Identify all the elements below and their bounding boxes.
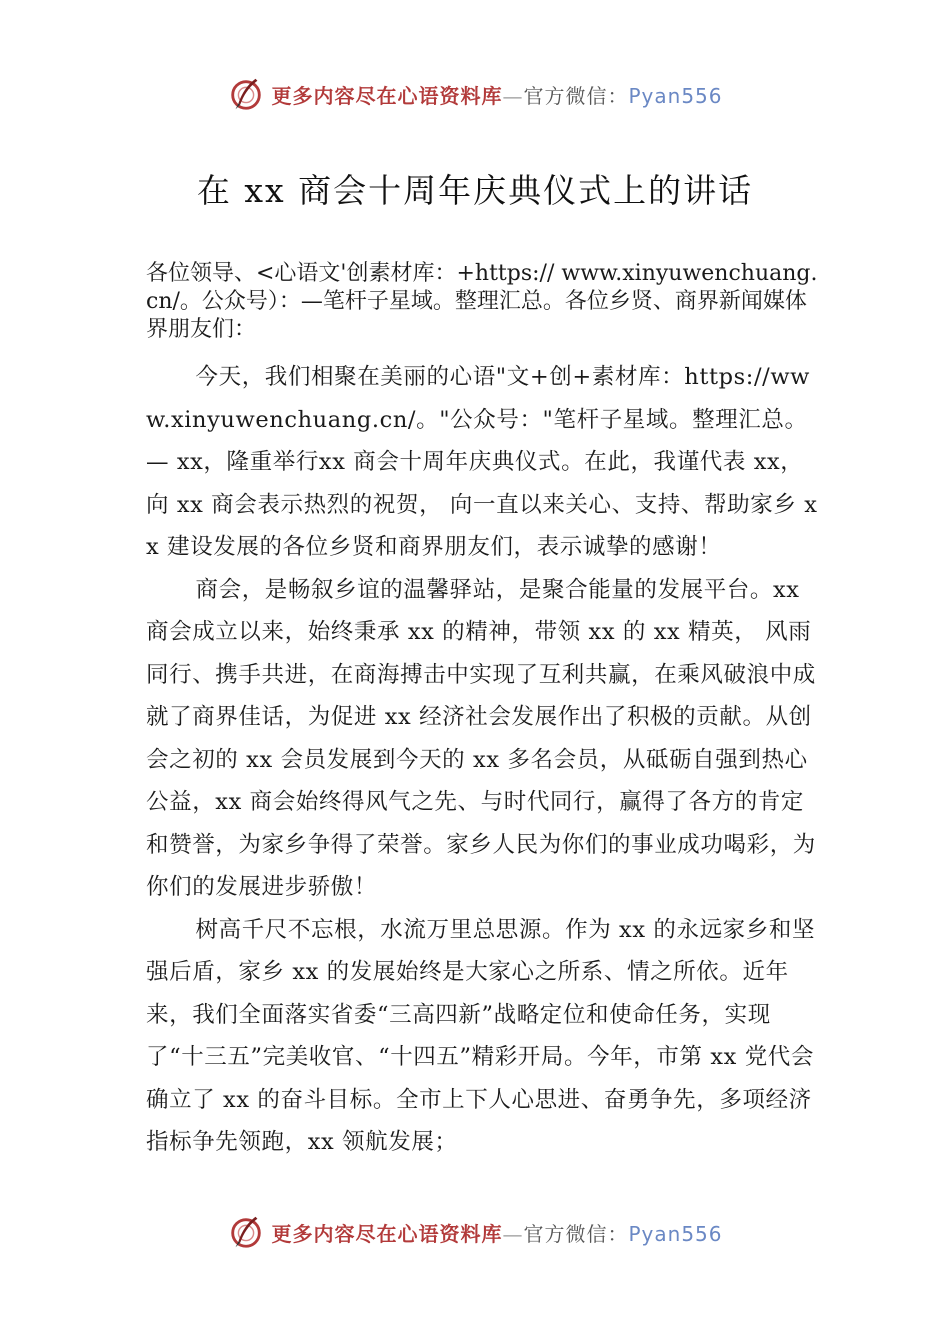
banner-brand: 更多内容尽在心语资料库: [271, 1221, 503, 1246]
footer-banner: [0, 1210, 950, 1254]
banner-wechat-id: Pyan556: [628, 1221, 723, 1246]
banner-brand: 更多内容尽在心语资料库: [271, 83, 503, 108]
document-title: 在 xx 商会十周年庆典仪式上的讲话: [196, 171, 754, 210]
quill-pen-circle-icon: [227, 75, 265, 113]
header-banner: [0, 72, 950, 116]
document-body: [146, 356, 826, 1164]
quill-pen-circle-icon: [227, 1213, 265, 1251]
paragraph: 商会，是畅叙乡谊的温馨驿站，是聚合能量的发展平台。xx 商会成立以来，始终秉承 xx 的精神，带领 xx 的 xx 精英， 风雨同行、携手共进，在商海搏击中实现了互利共赢，在乘风破浪中成就了商界佳话，为促进 xx 经济社会发展作出了积极的贡献。从创会之初的 xx 会员发展到今天的 xx 多名会员，从砥砺自强到热心公益，xx 商会始终得风气之先、与时代同行，赢得了各方的肯定和赞誉，为家乡争得了荣誉。家乡人民为你们的事业成功喝彩，为你们的发展进步骄傲！: [146, 576, 816, 900]
banner-text: [271, 80, 722, 109]
banner-dash: —: [502, 83, 524, 108]
banner-wechat-label: 官方微信：: [523, 83, 629, 108]
paragraph: 今天，我们相聚在美丽的心语"文+创+素材库：https://www.xinyuwenchuang.cn/。"公众号："笔杆子星域。整理汇总。— xx，隆重举行xx 商会十周年庆典仪式。在此，我谨代表 xx，向 xx 商会表示热烈的祝贺， 向一直以来关心、支持、帮助家乡 xx 建设发展的各位乡贤和商界朋友们，表示诚挚的感谢！: [146, 364, 818, 560]
salutation: 各位领导、<心语文'创素材库：+https:// www.xinyuwenchuang.cn/。公众号）：—笔杆子星域。整理汇总。各位乡贤、商界新闻媒体界朋友们：: [146, 261, 818, 342]
banner-wechat-id: Pyan556: [628, 83, 723, 108]
paragraph: 树高千尺不忘根，水流万里总思源。作为 xx 的永远家乡和坚强后盾，家乡 xx 的发展始终是大家心之所系、情之所依。近年来，我们全面落实省委“三高四新”战略定位和使命任务，实现了“十三五”完美收官、“十四五”精彩开局。今年，市第 xx 党代会确立了 xx 的奋斗目标。全市上下人心思进、奋勇争先，多项经济指标争先领跑，xx 领航发展；: [146, 916, 816, 1155]
banner-dash: —: [502, 1221, 524, 1246]
banner-text: [271, 1218, 722, 1247]
banner-wechat-label: 官方微信：: [523, 1221, 629, 1246]
